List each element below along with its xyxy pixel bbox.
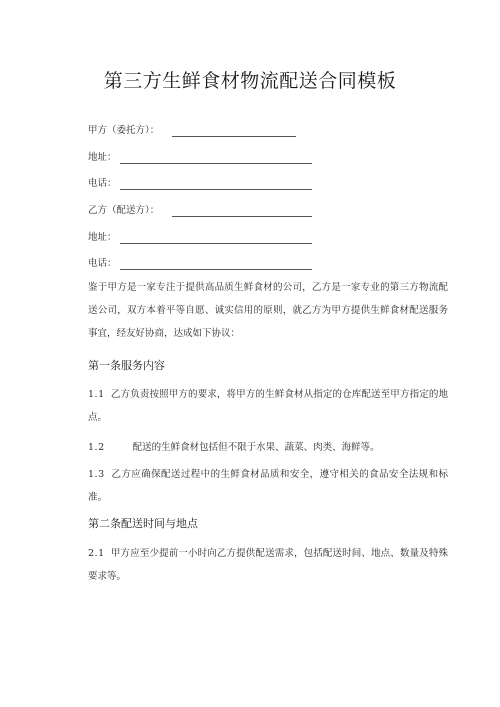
clause-1-1 <box>88 383 448 429</box>
section-heading: 第一条服务内容 <box>88 359 165 372</box>
clause-2-1 <box>88 542 448 588</box>
clause-number: 1.2 <box>88 442 105 453</box>
party-b-address-field <box>88 231 117 245</box>
party-b-phone-field <box>88 257 117 271</box>
party-a-phone-label: 电话： <box>88 178 117 189</box>
party-b-blank-line <box>172 216 312 217</box>
clause-text: 乙方负责按照甲方的要求，将甲方的生鲜食材从指定的仓库配送至甲方指定的地点。 <box>88 389 448 423</box>
clause-number: 1.3 <box>88 469 105 480</box>
clause-number: 2.1 <box>88 548 105 559</box>
party-b-phone-label: 电话： <box>88 258 117 269</box>
clause-1-2 <box>88 436 448 459</box>
party-a-blank-line <box>172 136 296 137</box>
party-a-label: 甲方（委托方）： <box>88 125 160 136</box>
party-b-field <box>88 204 159 218</box>
party-a-field <box>88 124 159 138</box>
section-heading: 第二条配送时间与地点 <box>88 517 198 530</box>
party-a-phone-blank-line <box>120 189 312 190</box>
party-a-address-blank-line <box>120 163 312 164</box>
party-b-address-label: 地址： <box>88 232 117 243</box>
party-b-label: 乙方（配送方）： <box>88 205 160 216</box>
clause-number: 1.1 <box>88 389 105 400</box>
clause-text: 配送的生鲜食材包括但不限于水果、蔬菜、肉类、海鲜等。 <box>132 442 380 453</box>
clause-1-3 <box>88 463 448 509</box>
party-b-address-blank-line <box>120 243 312 244</box>
document-title: 第三方生鲜食材物流配送合同模板 <box>103 70 397 92</box>
party-a-address-field <box>88 151 117 165</box>
party-a-address-label: 地址： <box>88 152 117 163</box>
party-b-phone-blank-line <box>120 269 312 270</box>
preamble-paragraph: 鉴于甲方是一家专注于提供高品质生鲜食材的公司，乙方是一家专业的第三方物流配送公司，双方本着平等自愿、诚实信用的原则，就乙方为甲方提供生鲜食材配送服务事宜，经友好协商，达成如下协议： <box>88 282 448 339</box>
clause-text: 甲方应至少提前一小时向乙方提供配送需求，包括配送时间、地点、数量及特殊要求等。 <box>88 548 448 582</box>
party-a-phone-field <box>88 177 117 191</box>
clause-text: 乙方应确保配送过程中的生鲜食材品质和安全，遵守相关的食品安全法规和标准。 <box>88 469 448 503</box>
